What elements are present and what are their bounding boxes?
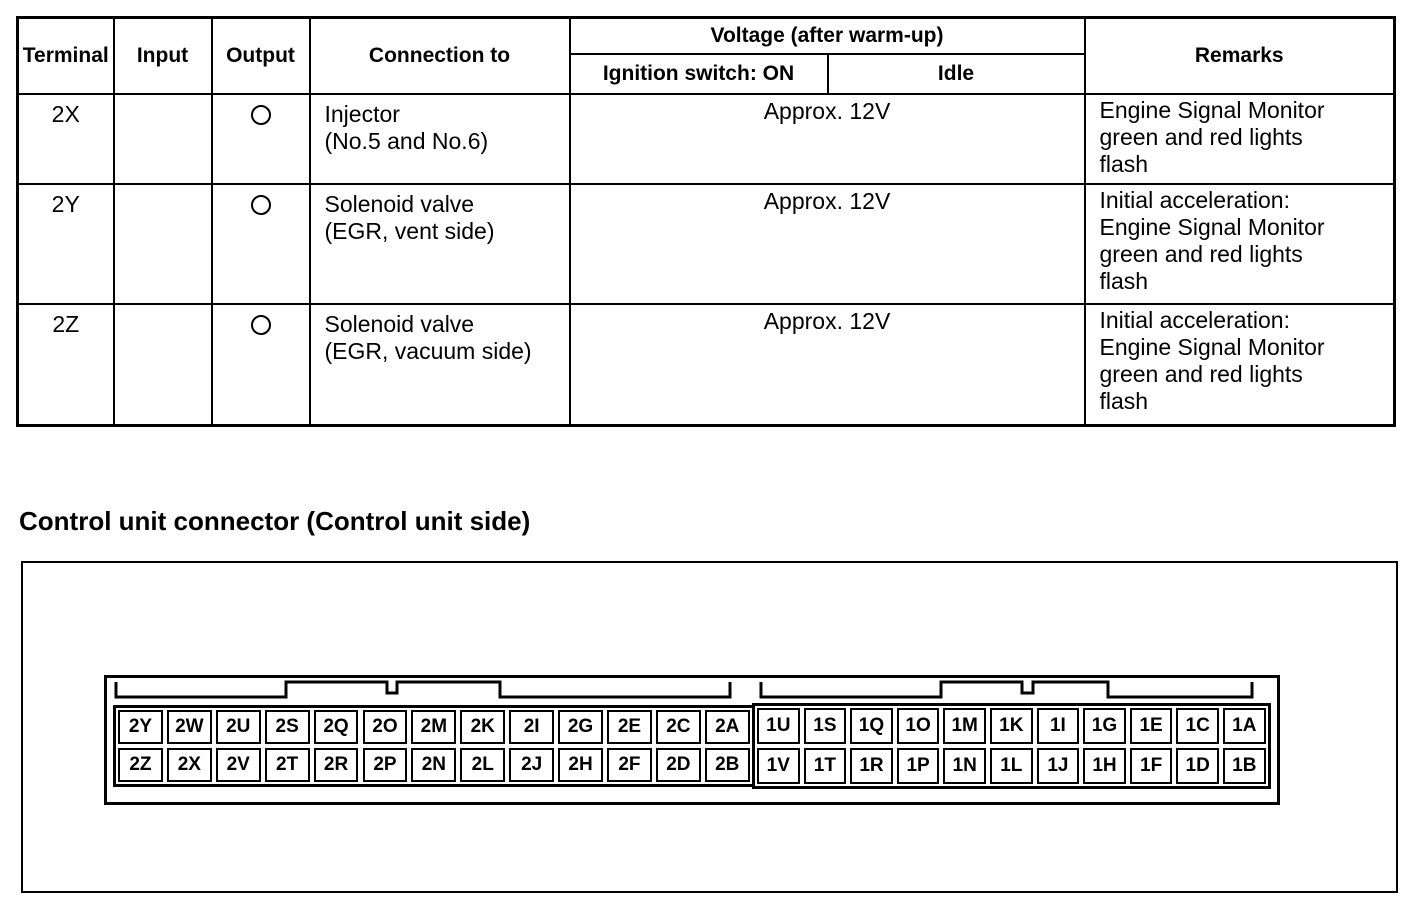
header-voltage: Voltage (after warm-up) [570,18,1085,54]
pin-2e: 2E [607,710,652,744]
pin-2u: 2U [216,710,261,744]
header-terminal: Terminal [18,18,114,95]
pin-2c: 2C [656,710,701,744]
pin-2f: 2F [607,748,652,782]
pin-2i: 2I [509,710,554,744]
pin-2k: 2K [460,710,505,744]
pin-1e: 1E [1130,708,1173,744]
pin-2w: 2W [167,710,212,744]
pin-1a: 1A [1223,708,1266,744]
pin-1c: 1C [1176,708,1219,744]
header-connection: Connection to [310,18,570,95]
pin-2n: 2N [411,748,456,782]
pin-1u: 1U [757,708,800,744]
remarks-line: green and red lights [1099,124,1303,151]
pin-1t: 1T [804,748,847,784]
remarks-line: flash [1099,388,1149,415]
header-ignition-on: Ignition switch: ON [570,54,828,94]
voltage-cell: Approx. 12V [570,304,1085,425]
pin-1s: 1S [804,708,847,744]
connection-line: Solenoid valve [324,191,475,218]
pin-2t: 2T [265,748,310,782]
connection-line: (No.5 and No.6) [324,128,489,155]
pin-1v: 1V [757,748,800,784]
pin-2l: 2L [460,748,505,782]
pin-2d: 2D [656,748,701,782]
section-title: Control unit connector (Control unit side) [19,506,531,536]
header-output: Output [212,18,310,95]
pin-2m: 2M [411,710,456,744]
header-input: Input [114,18,212,95]
pin-2s: 2S [265,710,310,744]
remarks-line: Initial acceleration: [1099,187,1290,214]
connection-line: (EGR, vacuum side) [324,338,532,365]
header-idle: Idle [828,54,1085,94]
voltage-cell: Approx. 12V [570,184,1085,304]
pin-2p: 2P [363,748,408,782]
pin-2z: 2Z [118,748,163,782]
pin-1m: 1M [943,708,986,744]
remarks-line: flash [1099,151,1149,178]
pin-1f: 1F [1130,748,1173,784]
pin-2q: 2Q [314,710,359,744]
connector-block-2 [113,705,755,787]
terminal-cell: 2Z [18,304,114,425]
remarks-line: green and red lights [1099,361,1303,388]
header-remarks: Remarks [1085,18,1395,95]
pin-2r: 2R [314,748,359,782]
remarks-line: Initial acceleration: [1099,307,1290,334]
voltage-cell: Approx. 12V [570,94,1085,184]
pin-1r: 1R [850,748,893,784]
pin-1g: 1G [1083,708,1126,744]
terminal-cell: 2X [18,94,114,184]
remarks-line: flash [1099,268,1149,295]
remarks-line: Engine Signal Monitor [1099,214,1325,241]
pin-2g: 2G [558,710,603,744]
pin-1h: 1H [1083,748,1126,784]
remarks-line: green and red lights [1099,241,1303,268]
pin-2h: 2H [558,748,603,782]
pin-1b: 1B [1223,748,1266,784]
connection-line: Solenoid valve [324,311,475,338]
pin-2y: 2Y [118,710,163,744]
connection-line: Injector [324,101,400,128]
pin-1j: 1J [1037,748,1080,784]
pin-2a: 2A [705,710,750,744]
remarks-line: Engine Signal Monitor [1099,334,1325,361]
pin-1n: 1N [943,748,986,784]
pin-2b: 2B [705,748,750,782]
pin-1p: 1P [897,748,940,784]
connection-line: (EGR, vent side) [324,218,495,245]
pin-2j: 2J [509,748,554,782]
pin-1o: 1O [897,708,940,744]
connector-block-1 [752,703,1271,789]
pin-1d: 1D [1176,748,1219,784]
pin-2v: 2V [216,748,261,782]
pin-2o: 2O [363,710,408,744]
pin-1q: 1Q [850,708,893,744]
pin-1k: 1K [990,708,1033,744]
pin-2x: 2X [167,748,212,782]
terminal-cell: 2Y [18,184,114,304]
pin-1l: 1L [990,748,1033,784]
pin-1i: 1I [1037,708,1080,744]
remarks-line: Engine Signal Monitor [1099,97,1325,124]
